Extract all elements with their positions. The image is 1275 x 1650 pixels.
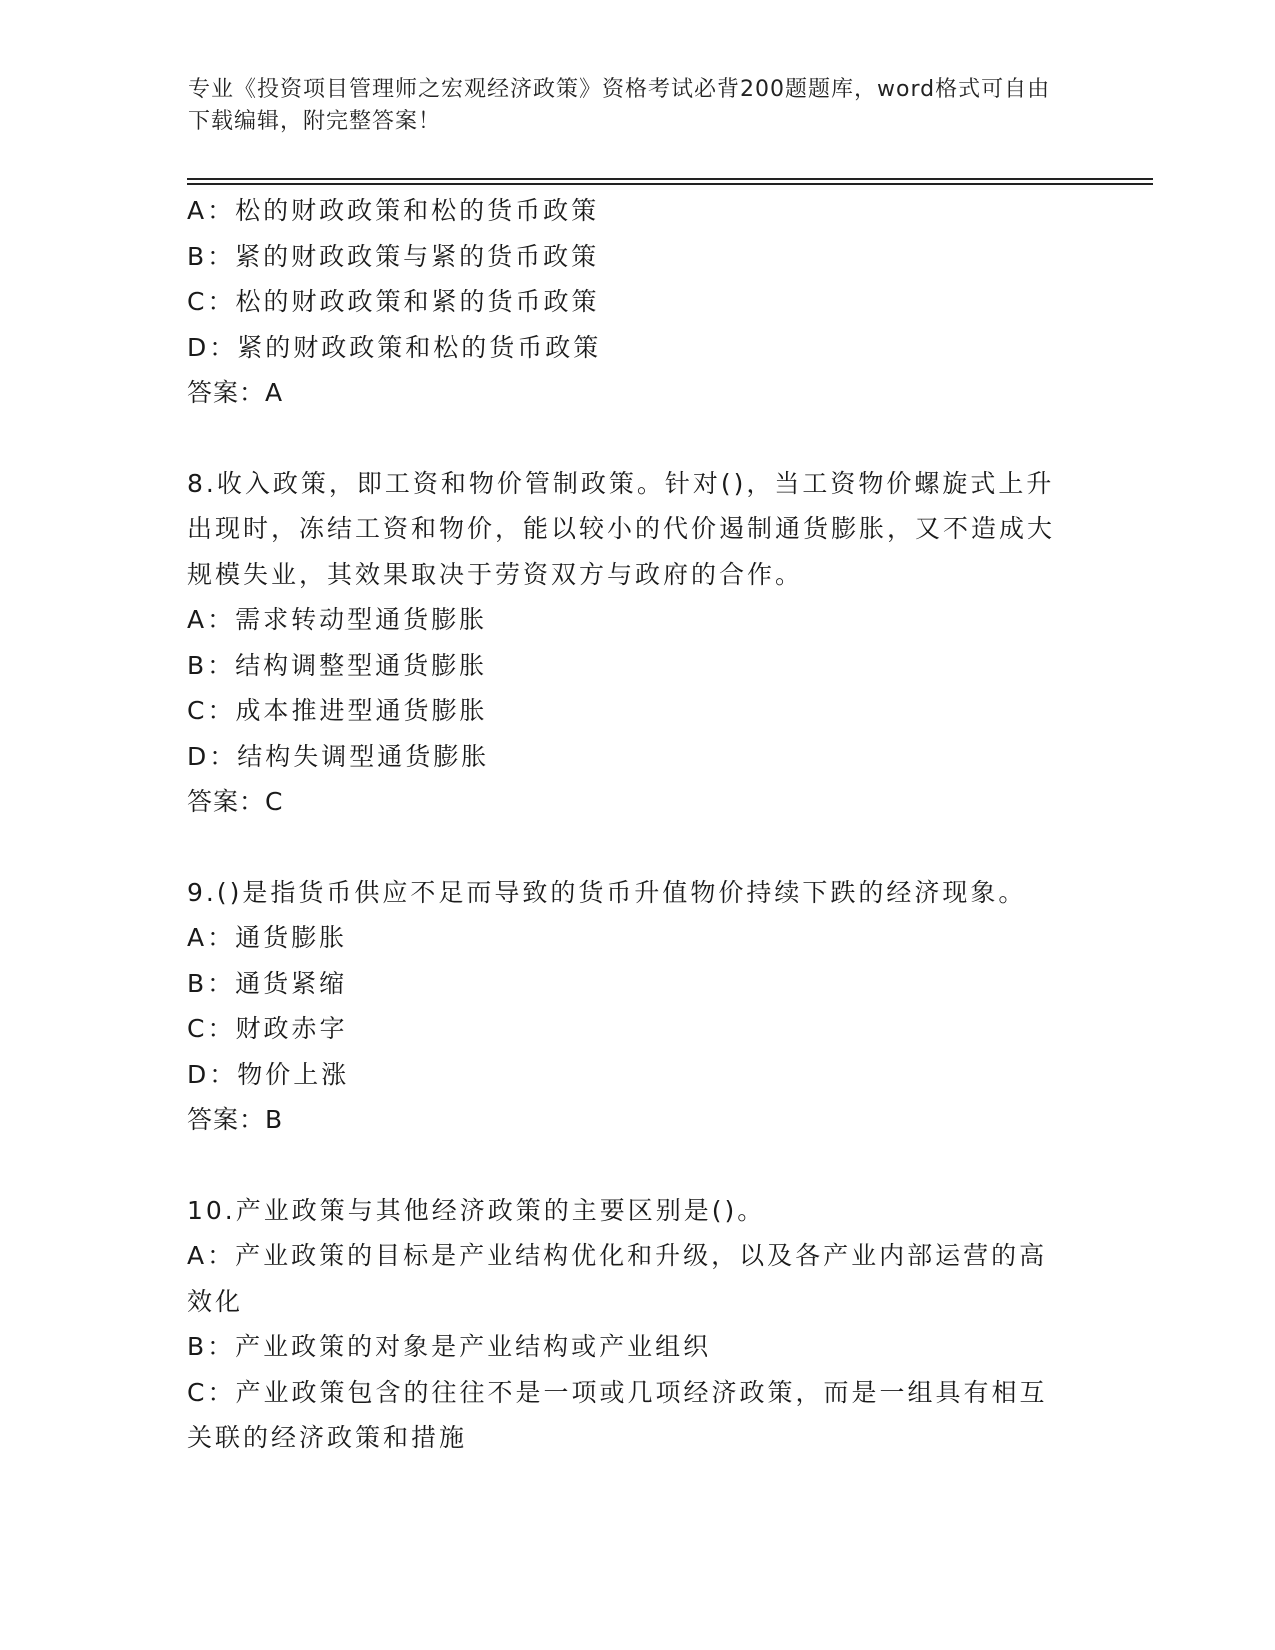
document-body: [187, 188, 1067, 1461]
answer-line: 答案：B: [187, 1105, 284, 1134]
question-block-7: [187, 188, 1067, 416]
option-d: D：结构失调型通货膨胀: [187, 741, 490, 771]
option-c: C：财政赤字: [187, 1014, 348, 1043]
answer-line: 答案：A: [187, 378, 284, 407]
option-c: C：产业政策包含的往往不是一项或几项经济政策，而是一组具有相互关联的经济政策和措施: [187, 1377, 1048, 1452]
question-block-8: [187, 461, 1067, 825]
question-block-10: [187, 1188, 1067, 1461]
question-text: 8.收入政策，即工资和物价管制政策。针对()，当工资物价螺旋式上升出现时，冻结工资和物价，能以较小的代价遏制通货膨胀，又不造成大规模失业，其效果取决于劳资双方与政府的合作。: [187, 468, 1056, 589]
answer-line: 答案：C: [187, 787, 284, 816]
header-divider-top: [187, 178, 1153, 180]
option-d: D：紧的财政政策和松的货币政策: [187, 332, 602, 362]
option-c: C：松的财政政策和紧的货币政策: [187, 287, 600, 316]
question-block-9: [187, 870, 1067, 1143]
option-a: A：松的财政政策和松的货币政策: [187, 196, 600, 225]
option-b: B：紧的财政政策与紧的货币政策: [187, 241, 600, 271]
document-header: 专业《投资项目管理师之宏观经济政策》资格考试必背200题题库，word格式可自由下载编辑，附完整答案！: [188, 77, 1051, 134]
question-text: 10.产业政策与其他经济政策的主要区别是()。: [187, 1195, 766, 1225]
option-b: B：产业政策的对象是产业结构或产业组织: [187, 1332, 712, 1361]
option-b: B：结构调整型通货膨胀: [187, 650, 488, 680]
option-a: A：产业政策的目标是产业结构优化和升级，以及各产业内部运营的高效化: [187, 1241, 1048, 1316]
option-a: A：通货膨胀: [187, 923, 348, 952]
option-a: A：需求转动型通货膨胀: [187, 605, 488, 634]
header-divider-bottom: [187, 183, 1153, 185]
question-text: 9.()是指货币供应不足而导致的货币升值物价持续下跌的经济现象。: [187, 877, 1027, 907]
option-c: C：成本推进型通货膨胀: [187, 696, 488, 725]
option-d: D：物价上涨: [187, 1059, 350, 1089]
option-b: B：通货紧缩: [187, 968, 348, 998]
